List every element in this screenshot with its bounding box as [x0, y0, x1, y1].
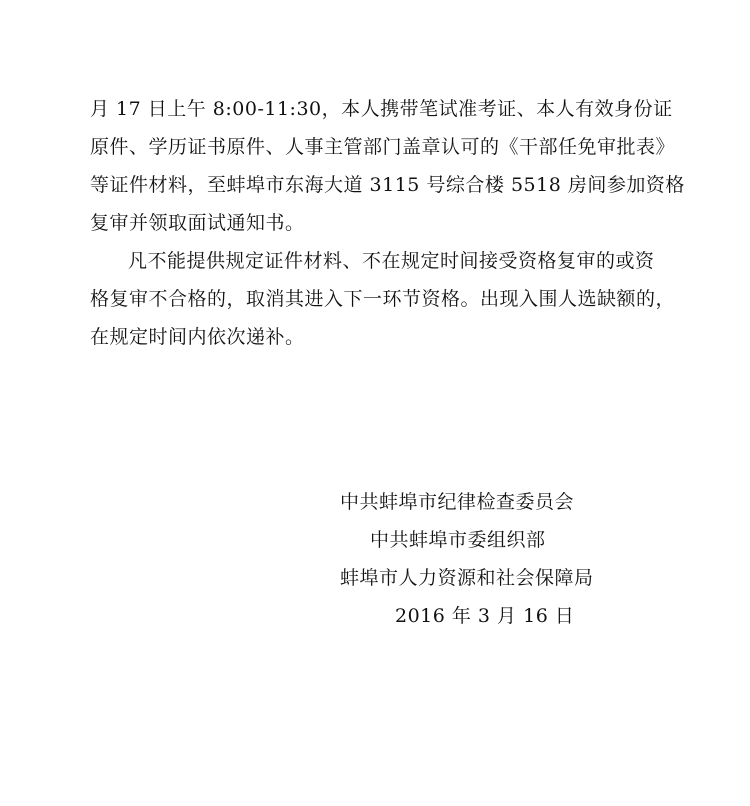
paragraph-1 — [90, 90, 690, 242]
signature-block — [300, 483, 620, 635]
paragraph-2-line-1: 凡不能提供规定证件材料、不在规定时间接受资格复审的或资 — [128, 250, 655, 272]
document-body — [90, 90, 690, 356]
paragraph-1-line-2: 原件、学历证书原件、人事主管部门盖章认可的《干部任免审批表》 — [90, 136, 676, 158]
paragraph-1-line-4: 复审并领取面试通知书。 — [90, 212, 305, 234]
paragraph-2-line-2: 格复审不合格的，取消其进入下一环节资格。出现入围人选缺额的， — [90, 288, 676, 310]
paragraph-2-line-3: 在规定时间内依次递补。 — [90, 326, 305, 348]
signature-org-hr-bureau: 蚌埠市人力资源和社会保障局 — [340, 567, 594, 589]
paragraph-1-line-1: 月 17 日上午 8:00-11:30，本人携带笔试准考证、本人有效身份证 — [90, 98, 673, 120]
signature-org-discipline-commission: 中共蚌埠市纪律检查委员会 — [340, 491, 575, 513]
paragraph-2 — [90, 242, 690, 356]
signature-org-organization-dept: 中共蚌埠市委组织部 — [370, 529, 546, 551]
signature-date: 2016 年 3 月 16 日 — [395, 605, 575, 627]
paragraph-1-line-3: 等证件材料，至蚌埠市东海大道 3115 号综合楼 5518 房间参加资格 — [90, 174, 685, 196]
